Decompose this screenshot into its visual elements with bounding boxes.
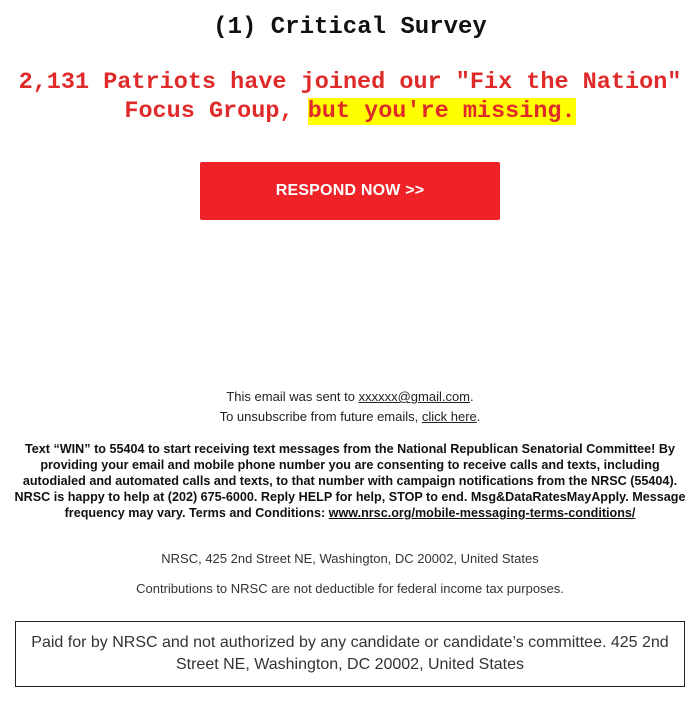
sent-to-prefix: This email was sent to bbox=[226, 389, 359, 404]
headline-text: 2,131 Patriots have joined our "Fix the Nation" Focus Group, bbox=[18, 69, 682, 125]
unsubscribe-line bbox=[0, 409, 700, 424]
mailing-address: NRSC, 425 2nd Street NE, Washington, DC 20002, United States bbox=[161, 551, 539, 566]
headline-highlight: but you're missing. bbox=[307, 98, 576, 125]
unsubscribe-link[interactable]: click here bbox=[421, 409, 477, 424]
sms-terms-link[interactable]: www.nrsc.org/mobile-messaging-terms-conditions/ bbox=[328, 506, 636, 520]
headline bbox=[0, 68, 700, 126]
sms-disclaimer-text: Text “WIN” to 55404 to start receiving text messages from the National Republican Senatorial Committee! By providing your email and mobile phone number you are consenting to receive calls and texts, including autodialed and automated calls and texts, to that number with campaign notifications from the NRSC (55404). NRSC is happy to help at (202) 675-6000. Reply HELP for help, STOP to end. Msg&DataRatesMayApply. Message frequency may vary. Terms and Conditions: bbox=[14, 442, 686, 520]
contributions-notice: Contributions to NRSC are not deductible for federal income tax purposes. bbox=[136, 581, 564, 596]
paid-for-text: Paid for by NRSC and not authorized by any candidate or candidate’s committee. 425 2nd Street NE, Washington, DC 20002, United States bbox=[31, 634, 669, 673]
page-title: (1) Critical Survey bbox=[213, 14, 487, 41]
sent-to-suffix: . bbox=[470, 389, 474, 404]
unsubscribe-prefix: To unsubscribe from future emails, bbox=[219, 409, 422, 424]
sent-to-line bbox=[0, 389, 700, 404]
unsubscribe-suffix: . bbox=[476, 409, 481, 424]
respond-now-button[interactable]: RESPOND NOW >> bbox=[200, 162, 500, 220]
recipient-email-link[interactable]: xxxxxx@gmail.com bbox=[358, 389, 471, 404]
paid-for-disclaimer bbox=[15, 621, 685, 687]
sms-disclaimer bbox=[14, 441, 686, 521]
